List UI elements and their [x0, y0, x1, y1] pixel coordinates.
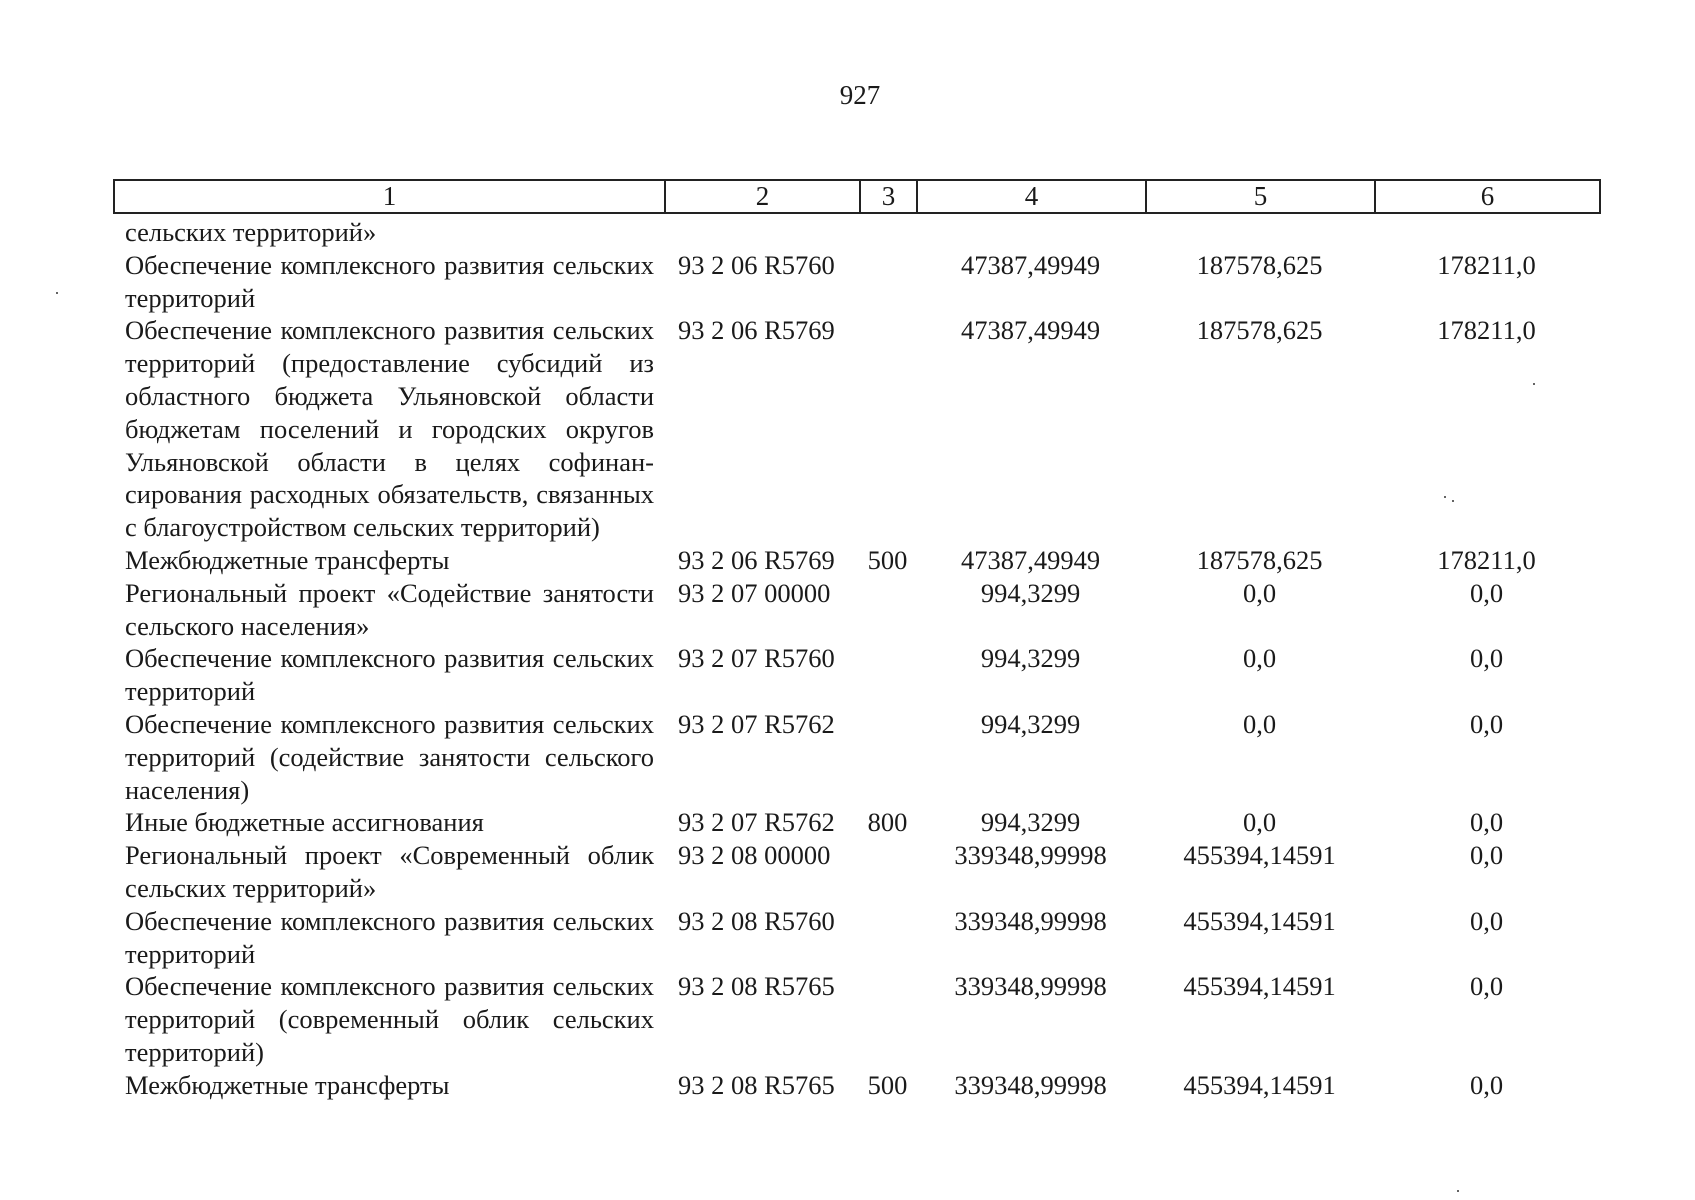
row-value-col6: 0,0 — [1469, 708, 1504, 739]
row-value-col4: 994,3299 — [980, 708, 1081, 739]
row-value-col5 — [1145, 216, 1374, 249]
table-row — [113, 905, 1599, 971]
row-kind — [859, 970, 916, 1068]
header-col-5: 5 — [1146, 180, 1375, 213]
row-name: Межбюджетные трансферты — [125, 544, 450, 575]
row-value-col5: 455394,14591 — [1183, 1069, 1336, 1100]
row-value-col6: 178211,0 — [1437, 315, 1536, 346]
scan-speck — [1533, 383, 1535, 385]
row-kind — [859, 642, 916, 708]
row-code: 93 2 06 R5769 — [678, 544, 835, 575]
row-name: Обеспечение комплексного развития сельских территорий — [125, 905, 654, 969]
row-value-col5: 187578,625 — [1196, 249, 1323, 280]
row-code: 93 2 07 R5762 — [678, 708, 835, 739]
row-value-col5: 455394,14591 — [1183, 971, 1336, 1002]
row-value-col4 — [916, 216, 1145, 249]
table-row — [113, 970, 1599, 1068]
row-value-col5: 455394,14591 — [1183, 905, 1336, 936]
row-code: 93 2 08 R5765 — [678, 971, 835, 1002]
row-value-col4: 339348,99998 — [954, 971, 1107, 1002]
scan-speck — [1444, 496, 1446, 498]
scan-speck — [1457, 1190, 1459, 1192]
row-kind — [859, 905, 916, 971]
header-col-2: 2 — [665, 180, 860, 213]
row-name: Обеспечение комплексного развития сельских территорий — [125, 249, 654, 313]
row-value-col6: 0,0 — [1469, 971, 1504, 1002]
row-value-col6: 0,0 — [1469, 577, 1504, 608]
row-name: Региональный проект «Содействие занятости сельского населения» — [125, 577, 654, 641]
table-row — [113, 642, 1599, 708]
table-row — [113, 708, 1599, 806]
row-value-col6: 178211,0 — [1437, 249, 1536, 280]
table-row — [113, 544, 1599, 577]
row-value-col4: 47387,49949 — [960, 544, 1101, 575]
row-value-col6: 0,0 — [1469, 643, 1504, 674]
page-number: 927 — [839, 80, 881, 110]
row-value-col5: 0,0 — [1242, 807, 1277, 838]
row-code — [664, 216, 859, 249]
row-value-col4: 339348,99998 — [954, 905, 1107, 936]
row-kind — [859, 839, 916, 905]
row-value-col4: 994,3299 — [980, 807, 1081, 838]
table-row — [113, 806, 1599, 839]
row-value-col5: 187578,625 — [1196, 544, 1323, 575]
table-row — [113, 1069, 1599, 1102]
row-value-col4: 47387,49949 — [960, 249, 1101, 280]
row-value-col4: 339348,99998 — [954, 840, 1107, 871]
header-col-6: 6 — [1375, 180, 1600, 213]
row-value-col5: 0,0 — [1242, 643, 1277, 674]
row-value-col5: 455394,14591 — [1183, 840, 1336, 871]
row-name: Обеспечение комплексного развития сельских территорий (современный облик сельских территорий) — [125, 971, 654, 1067]
row-value-col4: 47387,49949 — [960, 315, 1101, 346]
table-row — [113, 839, 1599, 905]
row-value-col5: 0,0 — [1242, 708, 1277, 739]
row-value-col4: 994,3299 — [980, 577, 1081, 608]
row-name: Обеспечение комплексного развития сельских территорий — [125, 643, 654, 707]
row-kind — [859, 249, 916, 315]
header-col-1: 1 — [114, 180, 665, 213]
table-row — [113, 314, 1599, 544]
row-code: 93 2 06 R5760 — [678, 249, 835, 280]
row-value-col5: 0,0 — [1242, 577, 1277, 608]
row-value-col4: 339348,99998 — [954, 1069, 1107, 1100]
row-name: Региональный проект «Современный облик сельских территорий» — [125, 840, 654, 903]
scan-speck — [1452, 500, 1454, 502]
row-kind — [859, 708, 916, 806]
row-name: Обеспечение комплексного развития сельских территорий (содействие занятости сельского населения) — [125, 708, 654, 805]
table-row — [113, 577, 1599, 643]
row-name: Иные бюджетные ассигнования — [125, 807, 484, 838]
row-value-col6 — [1374, 216, 1599, 249]
row-code: 93 2 06 R5769 — [678, 315, 835, 346]
table-header — [113, 179, 1601, 214]
row-name: сельских территорий» — [125, 217, 377, 247]
row-name: Межбюджетные трансферты — [125, 1069, 450, 1100]
budget-table-body — [113, 216, 1599, 1102]
table-row — [113, 216, 1599, 249]
row-code: 93 2 07 R5760 — [678, 643, 835, 674]
row-value-col6: 0,0 — [1469, 840, 1504, 871]
header-col-3: 3 — [860, 180, 917, 213]
row-value-col6: 0,0 — [1469, 1069, 1504, 1100]
row-kind — [859, 577, 916, 643]
row-value-col4: 994,3299 — [980, 643, 1081, 674]
row-value-col6: 178211,0 — [1437, 544, 1536, 575]
row-kind: 800 — [867, 807, 908, 838]
row-kind — [859, 216, 916, 249]
row-code: 93 2 08 R5765 — [678, 1069, 835, 1100]
row-kind: 500 — [867, 1069, 908, 1100]
row-code: 93 2 08 R5760 — [678, 905, 835, 936]
row-kind: 500 — [867, 544, 908, 575]
row-code: 93 2 07 00000 — [678, 577, 831, 608]
row-value-col6: 0,0 — [1469, 905, 1504, 936]
row-name: Обеспечение комплексного развития сельских территорий (предоставление субсидий из областного бюджета Ульяновской области бюджетам поселений и городских округов Ульяновской области в целях софинансирования расходных обязательств, связанных с благоустройством сельских территорий) — [125, 315, 654, 543]
header-col-4: 4 — [917, 180, 1146, 213]
scan-speck — [56, 292, 58, 294]
table-row — [113, 249, 1599, 315]
row-value-col6: 0,0 — [1469, 807, 1504, 838]
row-code: 93 2 08 00000 — [678, 840, 831, 871]
row-value-col5: 187578,625 — [1196, 315, 1323, 346]
row-kind — [859, 314, 916, 544]
row-code: 93 2 07 R5762 — [678, 807, 835, 838]
